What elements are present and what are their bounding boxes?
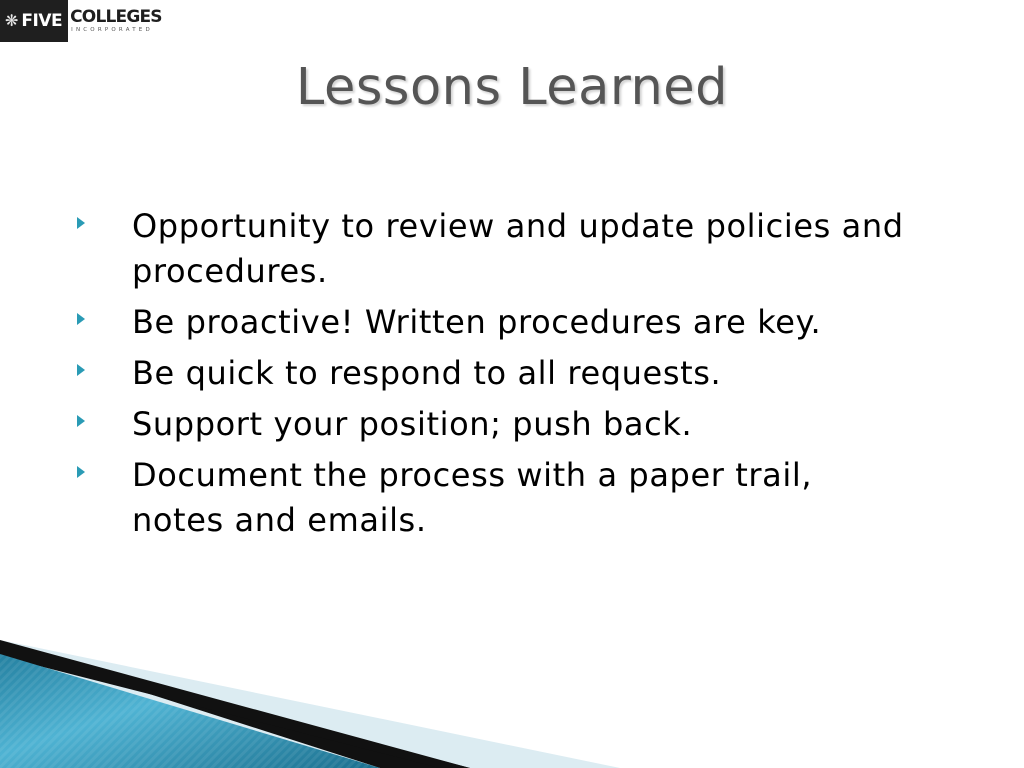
logo-dark-block bbox=[0, 0, 68, 42]
triangle-bullet-icon bbox=[76, 204, 132, 230]
bullet-text: Opportunity to review and update policies and procedures. bbox=[132, 207, 904, 290]
bottom-wave-decoration bbox=[0, 638, 1024, 768]
logo-word-five: FIVE bbox=[21, 11, 63, 31]
triangle-bullet-icon bbox=[76, 300, 132, 326]
bullet-text: Be proactive! Written procedures are key. bbox=[132, 303, 822, 341]
five-colleges-logo bbox=[0, 0, 162, 42]
triangle-bullet-icon bbox=[76, 351, 132, 377]
slide-title: Lessons Learned bbox=[295, 58, 729, 117]
bullet-text: Document the process with a paper trail, notes and emails. bbox=[132, 456, 813, 539]
bullet-item bbox=[76, 300, 906, 345]
triangle-bullet-icon bbox=[76, 453, 132, 479]
triangle-bullet-icon bbox=[76, 402, 132, 428]
bullet-item bbox=[76, 204, 906, 294]
bullet-text: Support your position; push back. bbox=[132, 405, 693, 443]
bullet-item bbox=[76, 453, 906, 543]
bullet-list bbox=[76, 204, 906, 549]
logo-word-incorporated: INCORPORATED bbox=[71, 26, 153, 33]
logo-light-block bbox=[68, 0, 162, 42]
asterisk-star-icon: ❋ bbox=[5, 11, 19, 30]
bullet-text: Be quick to respond to all requests. bbox=[132, 354, 722, 392]
bullet-item bbox=[76, 402, 906, 447]
logo-word-colleges: COLLEGES bbox=[70, 6, 162, 27]
bullet-item bbox=[76, 351, 906, 396]
